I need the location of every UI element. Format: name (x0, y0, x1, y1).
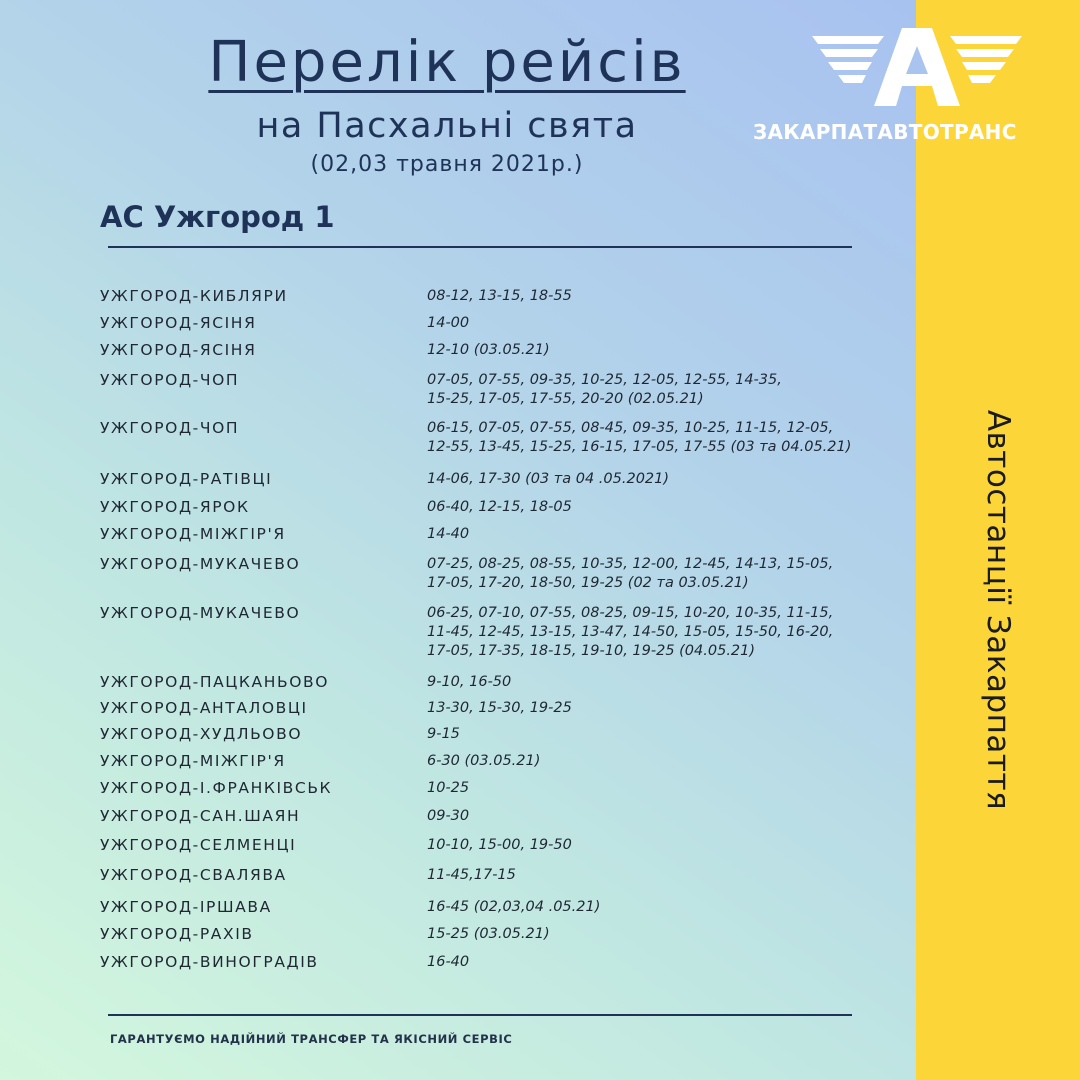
route-name: УЖГОРОД-ЯСІНЯ (100, 314, 257, 332)
route-name: УЖГОРОД-СЕЛМЕНЦІ (100, 836, 297, 854)
route-times: 9-15 (427, 726, 460, 742)
route-name: УЖГОРОД-РАТІВЦІ (100, 470, 273, 488)
route-name: УЖГОРОД-МІЖГІР'Я (100, 752, 286, 770)
route-name: УЖГОРОД-САН.ШАЯН (100, 807, 301, 825)
side-caption: Автостанції Закарпаття (980, 409, 1016, 811)
route-times: 15-25 (03.05.21) (427, 926, 550, 942)
route-times: 11-45,17-15 (427, 867, 516, 883)
route-times: 10-10, 15-00, 19-50 (427, 837, 572, 853)
winged-a-logo-icon (812, 28, 1022, 110)
route-name: УЖГОРОД-СВАЛЯВА (100, 866, 287, 884)
route-times: 06-15, 07-05, 07-55, 08-45, 09-35, 10-25, 11-15, 12-05, 12-55, 13-45, 15-25, 16-15, 17-05, 17-55 (03 та 04.05.21) (427, 420, 852, 455)
brand-name: ЗАКАРПАТАВТОТРАНС (753, 120, 1017, 144)
route-times: 14-00 (427, 315, 470, 331)
page-title: Перелік рейсів (208, 30, 686, 95)
route-name: УЖГОРОД-ЧОП (100, 371, 240, 389)
route-times: 14-06, 17-30 (03 та 04 .05.2021) (427, 471, 670, 487)
route-times: 16-45 (02,03,04 .05.21) (427, 899, 601, 915)
route-times: 07-05, 07-55, 09-35, 10-25, 12-05, 12-55, 14-35, 15-25, 17-05, 17-55, 20-20 (02.05.21) (427, 372, 782, 407)
route-name: УЖГОРОД-МУКАЧЕВО (100, 604, 301, 622)
route-times: 13-30, 15-30, 19-25 (427, 700, 572, 716)
divider-bottom (108, 1014, 852, 1016)
route-name: УЖГОРОД-АНТАЛОВЦІ (100, 699, 308, 717)
route-times: 14-40 (427, 526, 470, 542)
route-times: 9-10, 16-50 (427, 674, 512, 690)
page-subtitle: на Пасхальні свята (256, 106, 638, 146)
route-times: 06-25, 07-10, 07-55, 08-25, 09-15, 10-20, 10-35, 11-15, 11-45, 12-45, 13-15, 13-47, 14-50, 15-05, 15-50, 16-20, 17-05, 17-35, 18-15, 19-10, 19-25 (04.05.21) (427, 605, 834, 659)
route-name: УЖГОРОД-ХУДЛЬОВО (100, 725, 303, 743)
route-name: УЖГОРОД-ВИНОГРАДІВ (100, 953, 319, 971)
route-times: 12-10 (03.05.21) (427, 342, 550, 358)
route-times: 08-12, 13-15, 18-55 (427, 288, 572, 304)
route-name: УЖГОРОД-ЯСІНЯ (100, 341, 257, 359)
route-name: УЖГОРОД-ІРШАВА (100, 898, 272, 916)
route-name: УЖГОРОД-І.ФРАНКІВСЬК (100, 779, 333, 797)
route-name: УЖГОРОД-КИБЛЯРИ (100, 287, 288, 305)
route-times: 07-25, 08-25, 08-55, 10-35, 12-00, 12-45, 14-13, 15-05, 17-05, 17-20, 18-50, 19-25 (02 та 03.05.21) (427, 556, 834, 591)
route-times: 10-25 (427, 780, 470, 796)
station-heading: АС Ужгород 1 (100, 200, 335, 234)
route-times: 16-40 (427, 954, 470, 970)
date-range: (02,03 травня 2021р.) (310, 152, 584, 177)
route-times: 6-30 (03.05.21) (427, 753, 541, 769)
divider-top (108, 246, 852, 248)
route-times: 09-30 (427, 808, 470, 824)
route-name: УЖГОРОД-ЧОП (100, 419, 240, 437)
route-name: УЖГОРОД-ЯРОК (100, 498, 250, 516)
route-name: УЖГОРОД-РАХІВ (100, 925, 254, 943)
footer-slogan: ГАРАНТУЄМО НАДІЙНИЙ ТРАНСФЕР ТА ЯКІСНИЙ СЕРВІС (110, 1032, 513, 1046)
route-name: УЖГОРОД-МУКАЧЕВО (100, 555, 301, 573)
route-times: 06-40, 12-15, 18-05 (427, 499, 572, 515)
route-name: УЖГОРОД-ПАЦКАНЬОВО (100, 673, 330, 691)
route-name: УЖГОРОД-МІЖГІР'Я (100, 525, 286, 543)
